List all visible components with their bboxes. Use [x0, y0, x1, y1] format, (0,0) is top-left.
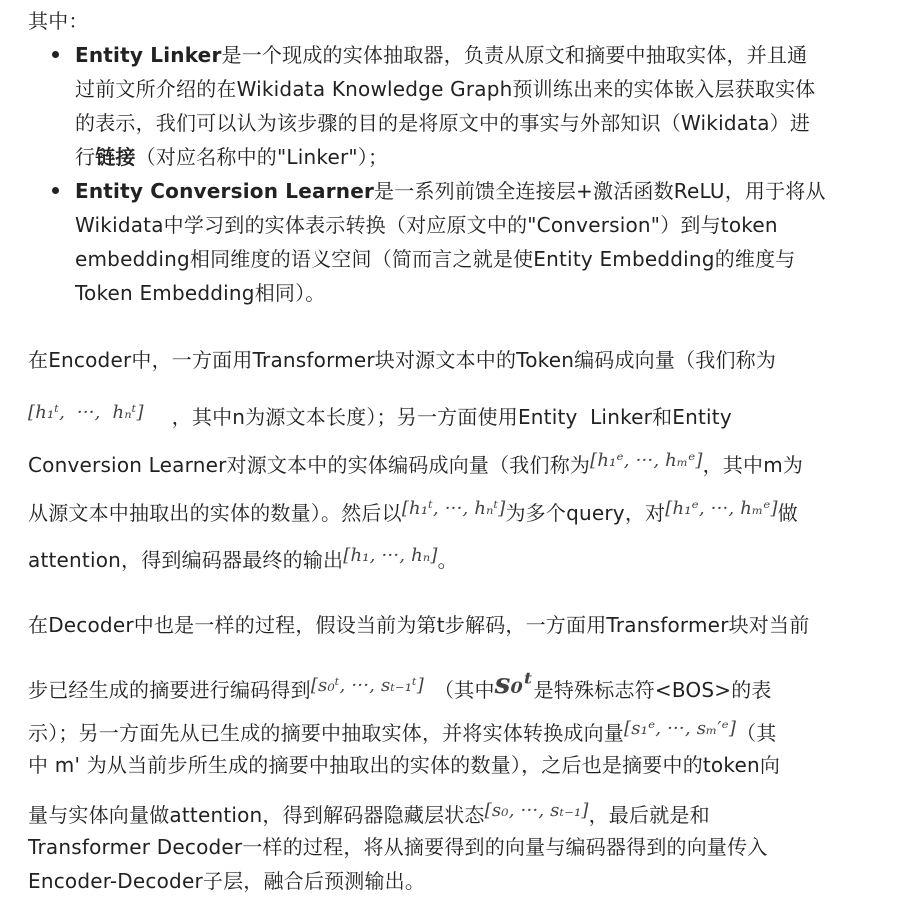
text-span: 从源文本中抽取出的实体的数量）。然后以	[28, 501, 402, 525]
decoder-paragraph-line: 在Decoder中也是一样的过程，假设当前为第t步解码，一方面用Transformer块对当前	[28, 613, 810, 637]
text-span: Conversion Learner对源文本中的实体编码成向量（我们称为	[28, 453, 591, 477]
text-span: attention，得到编码器最终的输出	[28, 548, 344, 572]
decoder-paragraph-line: Transformer Decoder一样的过程，将从摘要得到的向量与编码器得到的向量传入	[28, 835, 768, 859]
list-item-text: 过前文所介绍的在Wikidata Knowledge Graph预训练出来的实体嵌入层获取实体	[75, 77, 816, 101]
encoder-paragraph-line: 在Encoder中，一方面用Transformer块对源文本中的Token编码成向量（我们称为	[28, 348, 777, 372]
list-item-entity-conversion-learner	[75, 178, 826, 204]
decoder-paragraph-line: Encoder-Decoder子层，融合后预测输出。	[28, 869, 426, 893]
decoder-paragraph-line: 中 m' 为从当前步所生成的摘要中抽取出的实体的数量），之后也是摘要中的token向	[28, 753, 781, 777]
math-formula: [h₁ᵗ, ···, hₙᵗ]	[28, 402, 144, 423]
encoder-paragraph-line	[28, 400, 732, 430]
list-item-text: Token Embedding相同）。	[75, 281, 326, 305]
math-formula: s₀ᵗ	[494, 667, 534, 700]
decoder-paragraph-line	[28, 716, 776, 746]
list-item-text: embedding相同维度的语义空间（简而言之就是使Entity Embedding的维度与	[75, 247, 796, 271]
text-span: 是特殊标志符<BOS>的表	[533, 678, 772, 702]
text-span: 做	[777, 501, 798, 525]
text-span: 行	[75, 145, 96, 169]
text-span: 为多个query，对	[505, 501, 666, 525]
list-item-text: Wikidata中学习到的实体表示转换（对应原文中的"Conversion"）到与token	[75, 213, 778, 237]
list-item-text: 是一个现成的实体抽取器，负责从原文和摘要中抽取实体，并且通	[221, 43, 808, 67]
text-span: （其中	[434, 678, 495, 702]
term-entity-conversion-learner: Entity Conversion Learner	[75, 179, 375, 203]
list-item-entity-linker	[75, 42, 807, 68]
math-formula: [s₀, ···, sₜ₋₁]	[484, 800, 589, 821]
bold-link-word: 链接	[95, 145, 136, 169]
text-span: ，其中n为源文本长度）；另一方面使用Entity Linker和Entity	[171, 405, 732, 429]
math-formula: [h₁ᵉ, ···, hₘᵉ]	[590, 450, 703, 471]
math-formula: [h₁ᵉ, ···, hₘᵉ]	[665, 498, 778, 519]
encoder-paragraph-line	[28, 448, 803, 478]
text-span: （对应名称中的"Linker"）；	[135, 145, 389, 169]
text-span: 示）；另一方面先从已生成的摘要中抽取实体，并将实体转换成向量	[28, 721, 624, 745]
text-span: （其	[736, 721, 777, 745]
bullet-dot	[52, 51, 59, 58]
list-item-text	[75, 144, 388, 170]
list-item-text: 是一系列前馈全连接层+激活函数ReLU，用于将从	[374, 179, 826, 203]
math-formula: [s₁ᵉ, ···, sₘ′ᵉ]	[624, 718, 737, 739]
decoder-paragraph-line	[28, 798, 710, 828]
list-item-text: 的表示，我们可以认为该步骤的目的是将原文中的事实与外部知识（Wikidata）进	[75, 111, 811, 135]
math-formula: [h₁ᵗ, ···, hₙᵗ]	[401, 498, 506, 519]
encoder-paragraph-line	[28, 543, 458, 573]
text-span: 。	[437, 548, 458, 572]
math-formula: [s₀ᵗ, ···, sₜ₋₁ᵗ]	[310, 675, 425, 696]
decoder-paragraph-line	[28, 667, 772, 703]
term-entity-linker: Entity Linker	[75, 43, 222, 67]
text-span: ，最后就是和	[588, 803, 710, 827]
text-span: ，其中m为	[702, 453, 804, 477]
intro-text: 其中：	[28, 9, 89, 33]
text-span: 量与实体向量做attention，得到解码器隐藏层状态	[28, 803, 485, 827]
text-span: 步已经生成的摘要进行编码得到	[28, 678, 311, 702]
math-formula: [h₁, ···, hₙ]	[343, 545, 438, 566]
bullet-dot	[52, 187, 59, 194]
encoder-paragraph-line	[28, 496, 798, 526]
